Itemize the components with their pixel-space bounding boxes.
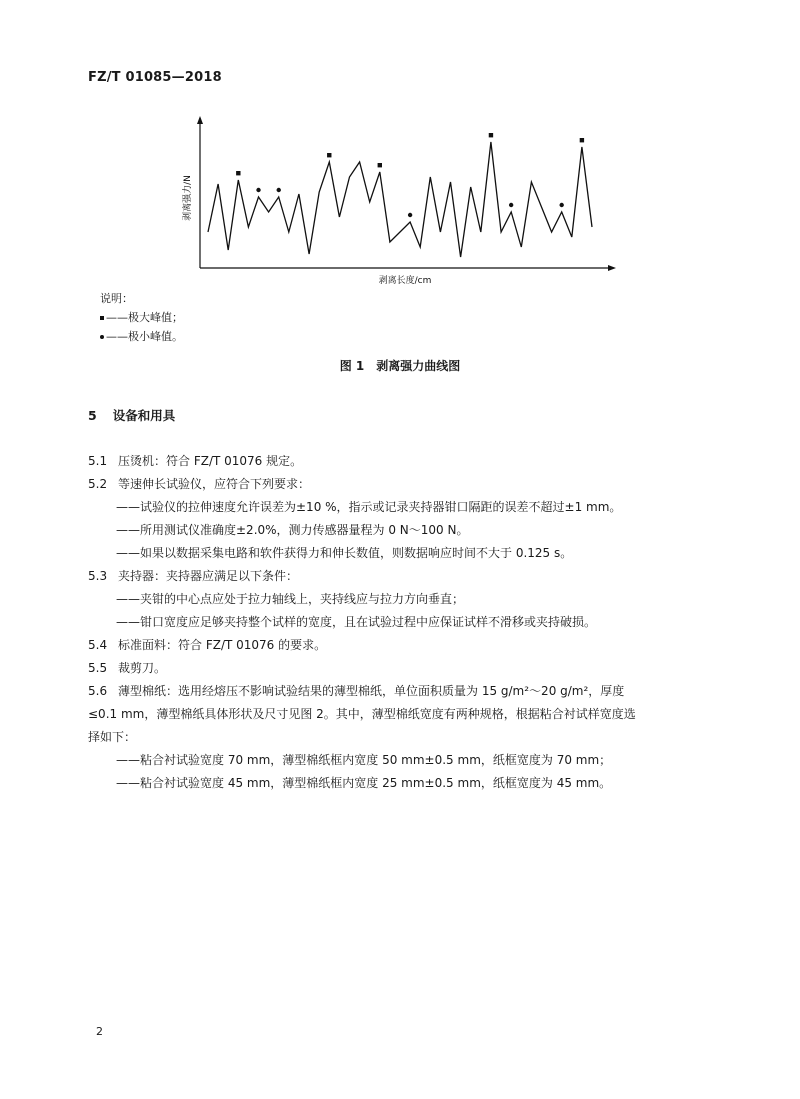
dash-list-item: ——夹钳的中心点应处于拉力轴线上，夹持线应与拉力方向垂直； (116, 592, 465, 606)
max-peak-marker (236, 171, 240, 175)
clause-item (88, 680, 708, 703)
section-title: 设备和用具 (112, 408, 176, 423)
x-axis-arrow-icon (608, 265, 616, 271)
dash-list-item: ——粘合衬试验宽度 70 mm，薄型棉纸框内宽度 50 mm±0.5 mm，纸框宽度为 70 mm； (116, 753, 612, 767)
y-axis-arrow-icon (197, 116, 203, 124)
max-peak-marker (378, 163, 382, 167)
clause-number: 5.5 (88, 661, 108, 675)
legend-item-min-peak (100, 327, 183, 346)
legend-title: 说明： (100, 292, 133, 305)
clause-item (88, 634, 708, 657)
max-peak-marker (580, 138, 584, 142)
max-peak-marker (327, 153, 331, 157)
section-number: 5 (88, 408, 97, 423)
dash-list-item: ——钳口宽度应足够夹持整个试样的宽度，且在试验过程中应保证试样不滑移或夹持破损。 (116, 615, 597, 629)
clause-number: 5.6 (88, 684, 108, 698)
clause-text: 夹持器：夹持器应满足以下条件： (118, 569, 299, 583)
legend-item-label: ——极大峰值； (106, 311, 183, 324)
section-heading (88, 406, 175, 424)
section-body (88, 450, 708, 795)
clause-text: 等速伸长试验仪，应符合下列要求： (118, 477, 311, 491)
chart-plot-area (208, 133, 592, 257)
clause-continuation: ≤0.1 mm，薄型棉纸具体形状及尺寸见图 2。其中，薄型棉纸宽度有两种规格，根据粘合衬试样宽度选 (88, 707, 636, 721)
legend-item-max-peak (100, 308, 183, 327)
y-axis-label: 剥离强力/N (183, 175, 193, 221)
clause-item (88, 657, 708, 680)
page-number: 2 (96, 1025, 103, 1038)
figure-legend (100, 289, 183, 346)
min-peak-marker (408, 213, 412, 217)
clause-item (88, 473, 708, 496)
square-marker-icon (100, 316, 104, 320)
clause-number: 5.1 (88, 454, 108, 468)
figure-caption: 图 1 剥离强力曲线图 (339, 359, 461, 373)
min-peak-marker (277, 188, 281, 192)
clause-item (88, 565, 708, 588)
max-peak-marker (489, 133, 493, 137)
standard-code-header: FZ/T 01085—2018 (88, 70, 222, 85)
peel-strength-curve (208, 142, 592, 257)
clause-text: 压烫机：符合 FZ/T 01076 规定。 (118, 454, 303, 468)
dash-list-item: ——所用测试仪准确度±2.0%，测力传感器量程为 0 N～100 N。 (116, 523, 469, 537)
dash-list-item: ——如果以数据采集电路和软件获得力和伸长数值，则数据响应时间不大于 0.125 s。 (116, 546, 573, 560)
min-peak-marker (559, 203, 563, 207)
legend-item-label: ——极小峰值。 (106, 330, 183, 343)
dash-list-item: ——粘合衬试验宽度 45 mm，薄型棉纸框内宽度 25 mm±0.5 mm，纸框宽度为 45 mm。 (116, 776, 612, 790)
clause-number: 5.3 (88, 569, 108, 583)
clause-item (88, 450, 708, 473)
dot-marker-icon (100, 335, 104, 339)
clause-number: 5.4 (88, 638, 108, 652)
min-peak-marker (256, 188, 260, 192)
chart-axes (181, 116, 616, 286)
peel-strength-chart (180, 110, 620, 290)
clause-text: 薄型棉纸：选用经熔压不影响试验结果的薄型棉纸，单位面积质量为 15 g/m²～20 g/m²，厚度 (118, 684, 625, 698)
clause-number: 5.2 (88, 477, 108, 491)
min-peak-marker (509, 203, 513, 207)
dash-list-item: ——试验仪的拉伸速度允许误差为±10 %，指示或记录夹持器钳口隔距的误差不超过±1 mm。 (116, 500, 622, 514)
x-axis-label: 剥离长度/cm (378, 276, 432, 286)
clause-text: 裁剪刀。 (118, 661, 167, 675)
clause-continuation: 择如下： (88, 730, 137, 744)
clause-text: 标准面料：符合 FZ/T 01076 的要求。 (118, 638, 327, 652)
